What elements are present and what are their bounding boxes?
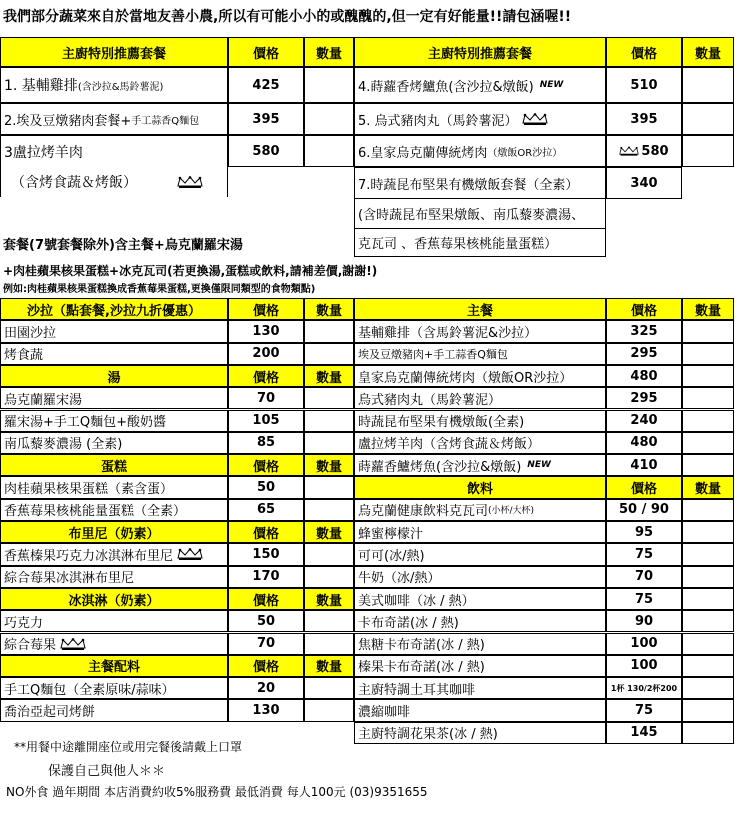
left-section-header: 蛋糕 [0,454,228,476]
right-item-qty[interactable] [682,454,734,476]
left-price-header: 價格 [228,655,304,677]
set-item-3: 3盧拉烤羊肉 [0,135,228,167]
left-section-header: 冰淇淋（奶素） [0,588,228,610]
left-item-name: 手工Q麵包（全素原味/蒜味） [4,682,175,698]
set-item-7-price: 340 [606,167,682,199]
right-item-name: 牛奶（冰/熱） [358,571,441,587]
left-item [0,499,228,521]
set-item-2: 2.埃及豆燉豬肉套餐+ 手工蒜香Q麵包 [0,103,228,135]
right-item [354,722,606,744]
set-item-2-price: 395 [228,103,304,135]
right-item-qty[interactable] [682,610,734,632]
left-item-name: 香蕉莓果核桃能量蛋糕（全素） [4,504,187,520]
right-item-price: 410 [606,454,682,476]
left-section-header: 布里尼（奶素） [0,521,228,543]
right-item-qty[interactable] [682,320,734,342]
left-item-name: 巧克力 [4,615,44,631]
left-item [0,677,228,699]
crown-icon [60,638,86,650]
right-item [354,543,606,565]
right-price-header: 價格 [606,298,682,320]
right-item [354,432,606,454]
right-item [354,588,606,610]
set-item-4: 4.蒔蘿香烤鱸魚(含沙拉&燉飯) NEW [354,67,606,103]
set-item-5-price: 395 [606,103,682,135]
right-qty-header: 數量 [682,298,734,320]
right-item-price: 75 [606,699,682,721]
right-item-price: 75 [606,543,682,565]
right-item-name: 卡布奇諾(冰 / 熱) [358,615,459,631]
set-item-1-price: 425 [228,67,304,103]
set-note-line2: +肉桂蘋果核果蛋糕+冰克瓦司(若更換湯,蛋糕或飲料,請補差價,謝謝!) [3,264,378,278]
left-section-header: 主餐配料 [0,655,228,677]
left-item-price: 50 [228,476,304,498]
set-item-7-desc1: (含時蔬昆布堅果燉飯、南瓜藜麥濃湯、 [354,199,606,229]
left-item-name: 烏克蘭羅宋湯 [4,392,83,408]
left-item [0,410,228,432]
left-item-price: 170 [228,566,304,588]
left-item [0,432,228,454]
left-item-qty[interactable] [304,343,354,365]
right-item-price: 90 [606,610,682,632]
right-item-price: 295 [606,343,682,365]
left-item [0,699,228,721]
set-item-7: 7.時蔬昆布堅果有機燉飯套餐（全素） [354,167,606,199]
top-right-qty-header: 數量 [682,37,734,67]
left-item-qty[interactable] [304,566,354,588]
set-item-7-desc2: 克瓦司 、香蕉莓果核桃能量蛋糕） [354,229,606,257]
right-item-name: 蜂蜜檸檬汁 [358,526,424,542]
set-item-4-price: 510 [606,67,682,103]
left-item-name: 喬治亞起司烤餅 [4,705,96,721]
left-item-name: 烤食蔬 [4,348,44,364]
right-item-qty[interactable] [682,677,734,699]
right-item-qty[interactable] [682,365,734,387]
right-item-price: 240 [606,410,682,432]
right-item-name: 埃及豆燉豬肉+手工蒜香Q麵包 [358,347,508,361]
right-item-price: 480 [606,365,682,387]
left-item-price: 85 [228,432,304,454]
right-item-name: 時蔬昆布堅果有機燉飯(全素) [358,415,525,431]
right-section-header: 主餐 [354,298,606,320]
set-item-6-price: 580 [606,135,682,167]
left-item-qty[interactable] [304,677,354,699]
right-item-name: 美式咖啡（冰 / 熱） [358,593,475,609]
set-note-line1: 套餐(7號套餐除外)含主餐+烏克蘭羅宋湯 [3,238,243,253]
right-item-qty[interactable] [682,410,734,432]
set-item-6: 6.皇家烏克蘭傳統烤肉 （燉飯OR沙拉） [354,135,606,167]
left-item-price: 65 [228,499,304,521]
left-item-name: 香蕉榛果巧克力冰淇淋布里尼 [4,548,174,564]
right-item-qty[interactable] [682,387,734,409]
set-item-5: 5. 烏式豬肉丸（馬鈴薯泥） [354,103,606,135]
right-item [354,410,606,432]
right-section-header: 飲料 [354,476,606,498]
right-item [354,499,606,521]
right-item-price: 70 [606,566,682,588]
left-item [0,343,228,365]
set-item-1-qty[interactable] [304,67,354,103]
right-item [354,521,606,543]
right-item-price: 75 [606,588,682,610]
left-qty-header: 數量 [304,454,354,476]
right-item [354,365,606,387]
left-item [0,566,228,588]
right-item-qty[interactable] [682,566,734,588]
left-qty-header: 數量 [304,365,354,387]
set-item-3-desc: （含烤食蔬＆烤飯） [0,167,228,197]
right-item-price: 100 [606,633,682,655]
left-item-price: 105 [228,410,304,432]
left-item-name: 肉桂蘋果核果蛋糕（素含蛋） [4,482,174,498]
right-item-name: 盧拉烤羊肉（含烤食蔬＆烤飯） [358,437,541,453]
left-item-price: 20 [228,677,304,699]
left-item-qty[interactable] [304,543,354,565]
left-item [0,476,228,498]
right-item [354,677,606,699]
left-qty-header: 數量 [304,298,354,320]
set-item-3-qty[interactable] [304,135,354,167]
right-item [354,320,606,342]
left-price-header: 價格 [228,365,304,387]
right-price-header: 價格 [606,476,682,498]
right-item-name: 焦糖卡布奇諾(冰 / 熱) [358,638,485,654]
right-item-name: 皇家烏克蘭傳統烤肉（燉飯OR沙拉） [358,370,573,386]
right-item [354,454,606,476]
set-item-3-price: 580 [228,135,304,167]
left-qty-header: 數量 [304,655,354,677]
set-item-2-qty[interactable] [304,103,354,135]
right-item-name: 基輔雞排（含馬鈴薯泥&沙拉） [358,325,538,341]
right-item [354,655,606,677]
set-note-line3: 例如:肉桂蘋果核果蛋糕換成香蕉莓果蛋糕,更換僅限同類型的食物類點) [3,284,316,295]
left-item-qty[interactable] [304,320,354,342]
crown-icon [619,145,639,157]
top-left-qty-header: 數量 [304,37,354,67]
set-item-6-qty[interactable] [682,135,734,167]
right-item-price: 295 [606,387,682,409]
set-item-7-qty[interactable] [682,167,734,199]
left-item-price: 70 [228,387,304,409]
left-price-header: 價格 [228,588,304,610]
footer-note1: **用餐中途離開座位或用完餐後請戴上口罩 [14,740,243,754]
footer-bottom: NO外食 過年期間 本店消費約收5%服務費 最低消費 每人100元 (03)9351655 [6,785,428,799]
right-item-name: 蒔蘿香鱸烤魚(含沙拉&燉飯) [358,459,522,475]
right-item-qty[interactable] [682,655,734,677]
right-item-price: 95 [606,521,682,543]
right-item [354,610,606,632]
right-item-name: 主廚特調土耳其咖啡 [358,682,476,698]
left-item-price: 70 [228,633,304,655]
set-item-1: 1. 基輔雞排 (含沙拉&馬鈴薯泥) [0,67,228,103]
top-right-header: 主廚特別推薦套餐 [354,37,606,67]
right-item-name: 濃縮咖啡 [358,705,411,721]
right-item-qty[interactable] [682,633,734,655]
left-item-qty[interactable] [304,476,354,498]
right-item-qty[interactable] [682,432,734,454]
left-item-name: 南瓜藜麥濃湯 (全素) [4,437,123,453]
left-item [0,610,228,632]
right-item-name: 榛果卡布奇諾(冰 / 熱) [358,660,485,676]
right-item-qty[interactable] [682,521,734,543]
left-item-name: 綜合莓果冰淇淋布里尼 [4,571,135,587]
left-item-name: 羅宋湯+手工Q麵包+酸奶醬 [4,415,167,431]
right-item-qty[interactable] [682,343,734,365]
left-item-price: 130 [228,699,304,721]
left-item-price: 130 [228,320,304,342]
left-qty-header: 數量 [304,521,354,543]
left-item-name: 田園沙拉 [4,325,57,341]
left-item-name: 綜合莓果 [4,638,57,654]
right-item-name: 可可(冰/熱) [358,548,425,564]
right-item-price: 1杯 130/2杯200 [606,677,682,699]
right-item-qty[interactable] [682,588,734,610]
right-item-qty[interactable] [682,699,734,721]
left-item-price: 50 [228,610,304,632]
right-qty-header: 數量 [682,476,734,498]
right-item-price: 325 [606,320,682,342]
left-item-qty[interactable] [304,410,354,432]
left-item-qty[interactable] [304,699,354,721]
right-item [354,699,606,721]
left-price-header: 價格 [228,298,304,320]
crown-icon [522,113,548,125]
left-price-header: 價格 [228,521,304,543]
right-item-sub: (小杯/大杯) [488,506,535,517]
right-item-qty[interactable] [682,543,734,565]
right-item [354,566,606,588]
set-item-5-qty[interactable] [682,103,734,135]
banner-text: 我們部分蔬菜來自於當地友善小農,所以有可能小小的或醜醜的,但一定有好能量!!請包涵喔!! [3,9,572,25]
right-item [354,343,606,365]
right-item-price: 145 [606,722,682,744]
left-item-qty[interactable] [304,387,354,409]
right-item-name: 主廚特調花果茶(冰 / 熱) [358,727,498,743]
left-section-header: 湯 [0,365,228,387]
right-item-name: 烏式豬肉丸（馬鈴薯泥） [358,392,502,408]
right-item-price: 50 / 90 [606,499,682,521]
left-item-qty[interactable] [304,610,354,632]
right-item-new-badge: NEW [527,460,551,471]
right-item-price: 480 [606,432,682,454]
footer-note2: 保護自己與他人＊＊ [48,764,166,779]
right-item [354,387,606,409]
right-item-price: 100 [606,655,682,677]
left-price-header: 價格 [228,454,304,476]
left-item-qty[interactable] [304,432,354,454]
left-item-qty[interactable] [304,633,354,655]
left-qty-header: 數量 [304,588,354,610]
right-item-qty[interactable] [682,722,734,744]
left-item [0,543,228,565]
left-section-header: 沙拉（點套餐,沙拉九折優惠） [0,298,228,320]
top-right-price-header: 價格 [606,37,682,67]
top-left-price-header: 價格 [228,37,304,67]
crown-icon [177,176,203,188]
top-left-header: 主廚特別推薦套餐 [0,37,228,67]
crown-icon [177,548,203,560]
right-item-qty[interactable] [682,499,734,521]
right-item [354,633,606,655]
left-item [0,320,228,342]
left-item-price: 150 [228,543,304,565]
set-item-4-qty[interactable] [682,67,734,103]
left-item-price: 200 [228,343,304,365]
left-item [0,633,228,655]
left-item [0,387,228,409]
right-item-name: 烏克蘭健康飲料克瓦司 [358,504,489,520]
left-item-qty[interactable] [304,499,354,521]
